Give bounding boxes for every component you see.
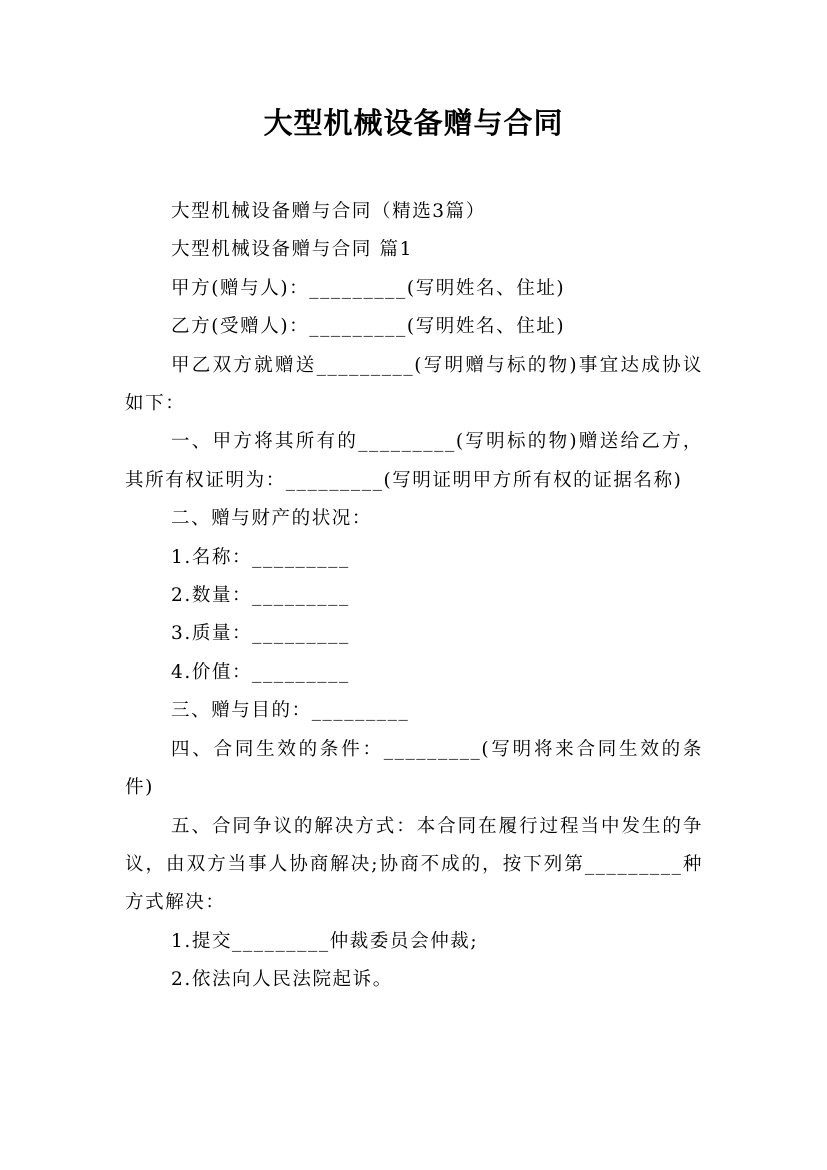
paragraph-item-value: 4.价值：_________: [171, 661, 350, 683]
paragraph-clause-3: 三、赠与目的：_________: [171, 700, 410, 722]
paragraph-clause-5: 五、合同争议的解决方式：本合同在履行过程当中发生的争议，由双方当事人协商解决;协商不成的，按下列第_________种方式解决：: [125, 815, 703, 914]
paragraph-subtitle: 大型机械设备赠与合同（精选3篇）: [171, 201, 486, 222]
paragraph-item-quantity: 2.数量：_________: [171, 585, 350, 607]
paragraph-clause-1: 一、甲方将其所有的_________(写明标的物)赠送给乙方，其所有权证明为：_________(写明证明甲方所有权的证据名称): [125, 431, 703, 491]
paragraph-section-heading: 大型机械设备赠与合同 篇1: [171, 239, 413, 261]
paragraph-party-b: 乙方(受赠人)：_________(写明姓名、住址): [171, 316, 566, 338]
paragraph-agreement-intro: 甲乙双方就赠送_________(写明赠与标的物)事宜达成协议如下：: [125, 354, 703, 415]
paragraph-party-a: 甲方(赠与人)：_________(写明姓名、住址): [171, 277, 566, 299]
document-title: 大型机械设备赠与合同: [263, 106, 564, 140]
paragraph-item-name: 1.名称：_________: [171, 546, 350, 568]
paragraph-clause-4: 四、合同生效的条件：_________(写明将来合同生效的条件): [125, 738, 703, 799]
paragraph-option-1: 1.提交_________仲裁委员会仲裁;: [171, 930, 479, 952]
paragraph-option-2: 2.依法向人民法院起诉。: [171, 969, 393, 991]
document-body: [125, 193, 703, 1000]
paragraph-item-quality: 3.质量：_________: [171, 623, 350, 645]
paragraph-clause-2: 二、赠与财产的状况：: [171, 508, 373, 530]
